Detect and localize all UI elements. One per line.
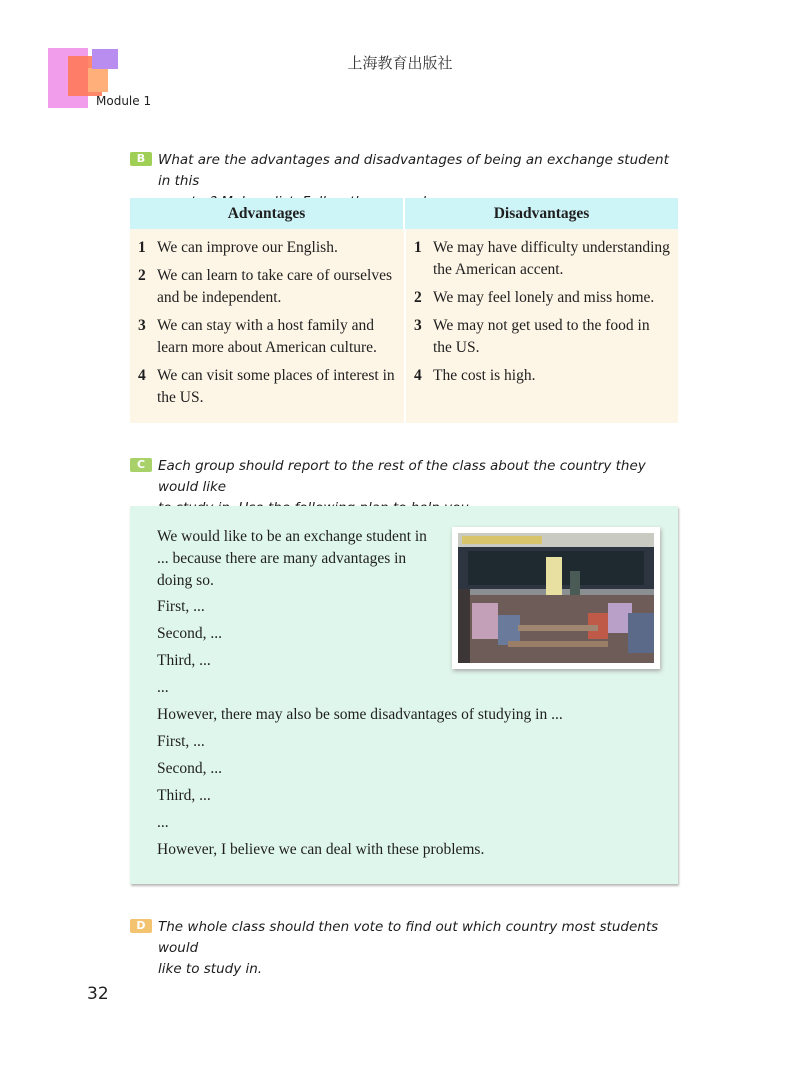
list-item: 2 We can learn to take care of ourselves and be independent. [138,267,393,306]
list-item: 1 We can improve our English. [138,239,338,256]
plan-line: However, there may also be some disadvantages of studying in ... [157,706,563,723]
advantages-table [130,198,678,423]
plan-line: However, I believe we can deal with these problems. [157,841,485,858]
list-item: 3 We can stay with a host family and learn more about American culture. [138,317,377,356]
page-number: 32 [87,984,109,1004]
plan-line: ... [157,679,169,696]
list-item: 3 We may not get used to the food in the US. [414,317,650,356]
list-item: 2 We may feel lonely and miss home. [414,289,655,306]
plan-line: Second, ... [157,760,223,777]
module-label: Module 1 [96,94,152,108]
advantages-column [130,229,404,423]
plan-line: Second, ... [157,625,223,642]
plan-line: First, ... [157,733,205,750]
plan-intro: We would like to be an exchange student in ... because there are many advantages in doing so. [157,528,427,589]
task-d [130,917,680,980]
plan-line: Third, ... [157,787,211,804]
plan-line: ... [157,814,169,831]
task-d-instruction: The whole class should then vote to find out which country most students would like to study in. [158,919,659,977]
task-d-badge: D [130,919,152,933]
task-b-badge: B [130,152,152,166]
list-item: 1 We may have difficulty understanding the American accent. [414,239,670,278]
disadvantages-header: Disadvantages [403,198,678,229]
task-c-instruction: Each group should report to the rest of the class about the country they would like [158,458,646,495]
list-item: 4 The cost is high. [414,367,536,384]
disadvantages-column [404,229,678,423]
advantages-header: Advantages [130,198,403,229]
classroom-photo [452,527,660,669]
list-item: 4 We can visit some places of interest in the US. [138,367,395,406]
publisher-name: 上海教育出版社 [347,54,453,72]
task-b-instruction: What are the advantages and disadvantages of being an exchange student in this [158,152,669,189]
task-c-badge: C [130,458,152,472]
plan-line: Third, ... [157,652,211,669]
plan-line: First, ... [157,598,205,615]
